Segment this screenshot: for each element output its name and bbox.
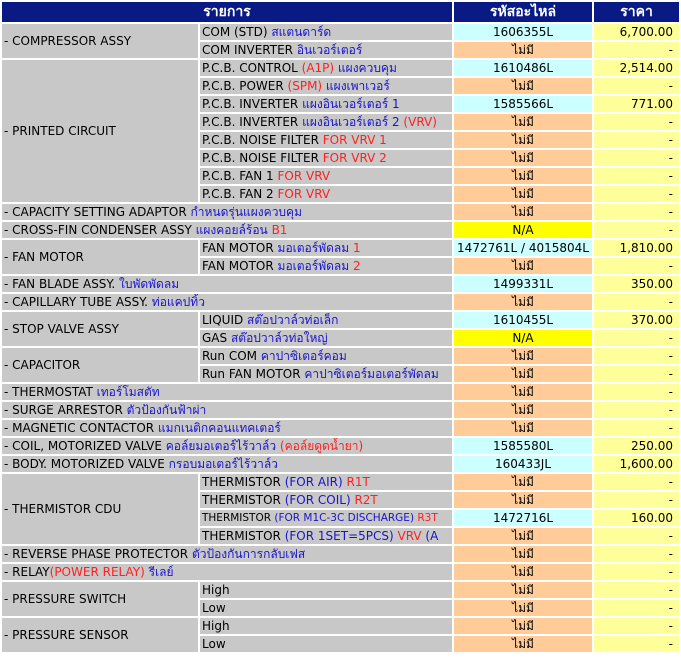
desc-a: P.C.B. FAN 1 — [202, 169, 278, 183]
price-cell: - — [594, 258, 679, 274]
part-code-cell: 1472761L / 4015804L — [454, 240, 592, 256]
part-code-cell: ไม่มี — [454, 636, 592, 652]
desc-b: (FOR M1C-3C DISCHARGE) — [274, 512, 418, 524]
desc-r: FOR VRV 2 — [322, 151, 387, 165]
table-row — [2, 204, 679, 220]
desc-a: P.C.B. INVERTER — [202, 97, 303, 111]
item-label: - THERMOSTAT — [4, 385, 97, 399]
item-name-cell — [2, 294, 452, 310]
price-cell: - — [594, 492, 679, 508]
desc-b: ตัวป้องกันการกลับเฟส — [191, 547, 306, 561]
desc-r: FOR VRV — [277, 187, 331, 201]
sub-item-cell — [200, 348, 452, 364]
desc-a: P.C.B. FAN 2 — [202, 187, 278, 201]
desc-r: B1 — [271, 223, 288, 237]
table-row — [2, 474, 679, 490]
desc-b: มอเตอร์พัดลม — [277, 259, 353, 273]
price-cell: - — [594, 294, 679, 310]
part-code-cell: ไม่มี — [454, 186, 592, 202]
desc-b: สต๊อปวาล์วท่อเล็ก — [247, 313, 339, 327]
price-cell: - — [594, 618, 679, 634]
price-cell: - — [594, 114, 679, 130]
part-code-cell: N/A — [454, 222, 592, 238]
price-cell: 370.00 — [594, 312, 679, 328]
sub-item-cell — [200, 330, 452, 346]
table-row — [2, 222, 679, 238]
table-row — [2, 60, 679, 76]
desc-b: (FOR AIR) — [284, 475, 347, 489]
price-cell: - — [594, 348, 679, 364]
part-code-cell: 1585566L — [454, 96, 592, 112]
sub-item-cell — [200, 132, 452, 148]
desc-a: P.C.B. CONTROL — [202, 61, 302, 75]
part-code-cell: ไม่มี — [454, 618, 592, 634]
item-label: - PRESSURE SENSOR — [4, 628, 129, 642]
item-name-cell — [2, 474, 198, 544]
price-cell: - — [594, 564, 679, 580]
desc-tail: (A — [421, 529, 439, 543]
sub-item-cell — [200, 258, 452, 274]
desc-b: เทอร์โมสตัท — [96, 385, 160, 399]
desc-b: สต๊อปวาล์วท่อใหญ่ — [230, 331, 328, 345]
header-price: ราคา — [594, 2, 679, 22]
part-code-cell: ไม่มี — [454, 204, 592, 220]
table-row — [2, 312, 679, 328]
desc-a: THERMISTOR — [202, 493, 285, 507]
desc-b: แผงอินเวอร์เตอร์ 2 — [302, 115, 404, 129]
desc-a: High — [202, 583, 230, 597]
price-cell: - — [594, 420, 679, 436]
header-item: รายการ — [2, 2, 452, 22]
item-name-cell — [2, 402, 452, 418]
header-code: รหัสอะไหล่ — [454, 2, 592, 22]
price-cell: - — [594, 204, 679, 220]
item-name-cell — [2, 240, 198, 274]
table-row — [2, 618, 679, 634]
desc-b: แผงควบคุม — [334, 61, 397, 75]
item-label: - CROSS-FIN CONDENSER ASSY — [4, 223, 196, 237]
price-cell: 1,810.00 — [594, 240, 679, 256]
price-cell: 6,700.00 — [594, 24, 679, 40]
price-cell: - — [594, 366, 679, 382]
part-code-cell: ไม่มี — [454, 150, 592, 166]
item-name-cell — [2, 564, 452, 580]
sub-item-cell — [200, 510, 452, 526]
desc-r: (A1P) — [301, 61, 335, 75]
price-cell: - — [594, 78, 679, 94]
table-row — [2, 564, 679, 580]
item-label: - CAPILLARY TUBE ASSY. — [4, 295, 152, 309]
price-cell: 160.00 — [594, 510, 679, 526]
item-name-cell — [2, 582, 198, 616]
desc-b: อินเวอร์เตอร์ — [296, 43, 363, 57]
part-code-cell: ไม่มี — [454, 168, 592, 184]
desc-r: (VRV) — [403, 115, 437, 129]
item-label: - CAPACITOR — [4, 358, 81, 372]
item-label: - RELAY — [4, 565, 50, 579]
price-cell: - — [594, 582, 679, 598]
part-code-cell: ไม่มี — [454, 78, 592, 94]
item-label: - COMPRESSOR ASSY — [4, 34, 132, 48]
part-code-cell: 1472716L — [454, 510, 592, 526]
part-code-cell: ไม่มี — [454, 420, 592, 436]
part-code-cell: ไม่มี — [454, 600, 592, 616]
price-cell: - — [594, 546, 679, 562]
price-cell: - — [594, 150, 679, 166]
part-code-cell: ไม่มี — [454, 402, 592, 418]
part-code-cell: ไม่มี — [454, 546, 592, 562]
item-name-cell — [2, 384, 452, 400]
sub-item-cell — [200, 474, 452, 490]
desc-b: คาปาซิเตอร์มอเตอร์พัดลม — [304, 367, 439, 381]
price-cell: - — [594, 222, 679, 238]
price-cell: 771.00 — [594, 96, 679, 112]
desc-r: 1 — [352, 241, 361, 255]
price-cell: - — [594, 132, 679, 148]
desc-b: ตัวป้องกันฟ้าผ่า — [126, 403, 207, 417]
item-label: - THERMISTOR CDU — [4, 502, 122, 516]
sub-item-cell — [200, 168, 452, 184]
price-cell: - — [594, 186, 679, 202]
table-row — [2, 402, 679, 418]
desc-b: (FOR COIL) — [284, 493, 355, 507]
price-cell: 350.00 — [594, 276, 679, 292]
item-name-cell — [2, 348, 198, 382]
desc-r: (คอล์ยดูดน้ำยา) — [279, 439, 364, 453]
desc-r: 2 — [352, 259, 361, 273]
part-code-cell: ไม่มี — [454, 294, 592, 310]
desc-b: คาปาซิเตอร์คอม — [260, 349, 347, 363]
sub-item-cell — [200, 528, 452, 544]
price-cell: - — [594, 600, 679, 616]
desc-a: Low — [202, 601, 226, 615]
table-row — [2, 348, 679, 364]
item-label: - PRESSURE SWITCH — [4, 592, 127, 606]
desc-a: Run COM — [202, 349, 261, 363]
price-cell: 1,600.00 — [594, 456, 679, 472]
sub-item-cell — [200, 150, 452, 166]
price-cell: - — [594, 636, 679, 652]
item-name-cell — [2, 438, 452, 454]
item-name-cell — [2, 60, 198, 202]
desc-a: High — [202, 619, 230, 633]
desc-a: THERMISTOR — [202, 529, 285, 543]
part-code-cell: 1499331L — [454, 276, 592, 292]
desc-b: (FOR 1SET=5PCS) — [284, 529, 398, 543]
sub-item-cell — [200, 42, 452, 58]
desc-b: กำหนดรุ่นแผงควบคุม — [190, 205, 302, 219]
sub-item-cell — [200, 186, 452, 202]
table-row — [2, 384, 679, 400]
sub-item-cell — [200, 240, 452, 256]
item-label: - REVERSE PHASE PROTECTOR — [4, 547, 192, 561]
desc-a: Low — [202, 637, 226, 651]
desc-a: P.C.B. NOISE FILTER — [202, 133, 323, 147]
part-code-cell: ไม่มี — [454, 528, 592, 544]
part-code-cell: 160433JL — [454, 456, 592, 472]
price-cell: 2,514.00 — [594, 60, 679, 76]
table-row — [2, 24, 679, 40]
desc-a: THERMISTOR — [202, 512, 275, 524]
sub-item-cell — [200, 618, 452, 634]
item-name-cell — [2, 312, 198, 346]
item-name-cell — [2, 204, 452, 220]
desc-a: Run FAN MOTOR — [202, 367, 305, 381]
desc-b: แผงเพาเวอร์ — [322, 79, 390, 93]
item-label: - FAN BLADE ASSY. — [4, 277, 119, 291]
desc-b: แผงอินเวอร์เตอร์ 1 — [302, 97, 400, 111]
item-name-cell — [2, 222, 452, 238]
sub-item-cell — [200, 636, 452, 652]
table-body — [2, 24, 679, 652]
part-code-cell: ไม่มี — [454, 348, 592, 364]
desc-r: R2T — [354, 493, 378, 507]
item-label: - SURGE ARRESTOR — [4, 403, 127, 417]
part-code-cell: ไม่มี — [454, 366, 592, 382]
price-cell: - — [594, 168, 679, 184]
price-cell: - — [594, 330, 679, 346]
table-row — [2, 546, 679, 562]
desc-b: มอเตอร์พัดลม — [277, 241, 353, 255]
price-cell: - — [594, 402, 679, 418]
part-code-cell: 1610486L — [454, 60, 592, 76]
sub-item-cell — [200, 114, 452, 130]
part-code-cell: ไม่มี — [454, 582, 592, 598]
part-code-cell: 1610455L — [454, 312, 592, 328]
item-name-cell — [2, 456, 452, 472]
item-label: - MAGNETIC CONTACTOR — [4, 421, 158, 435]
desc-r: FOR VRV — [277, 169, 331, 183]
desc-a: FAN MOTOR — [202, 241, 278, 255]
desc-r: (POWER RELAY) — [49, 565, 149, 579]
item-label: - PRINTED CIRCUIT — [4, 124, 116, 138]
sub-item-cell — [200, 582, 452, 598]
sub-item-cell — [200, 78, 452, 94]
desc-a: COM (STD) — [202, 25, 272, 39]
sub-item-cell — [200, 600, 452, 616]
table-row — [2, 582, 679, 598]
part-code-cell: ไม่มี — [454, 474, 592, 490]
part-code-cell: N/A — [454, 330, 592, 346]
desc-a: GAS — [202, 331, 231, 345]
desc-r: VRV — [397, 529, 422, 543]
part-code-cell: ไม่มี — [454, 564, 592, 580]
desc-r: FOR VRV 1 — [322, 133, 387, 147]
price-cell: - — [594, 42, 679, 58]
desc-a: COM INVERTER — [202, 43, 297, 57]
part-code-cell: ไม่มี — [454, 258, 592, 274]
table-row — [2, 438, 679, 454]
desc-b: สแตนดาร์ด — [271, 25, 332, 39]
part-code-cell: ไม่มี — [454, 492, 592, 508]
table-row — [2, 456, 679, 472]
part-code-cell: ไม่มี — [454, 42, 592, 58]
desc-b: แมกเนติกคอนแทคเตอร์ — [157, 421, 281, 435]
desc-r: (SPM) — [287, 79, 323, 93]
item-label: - STOP VALVE ASSY — [4, 322, 119, 336]
price-cell: - — [594, 528, 679, 544]
desc-b: แผงคอยล์ร้อน — [195, 223, 272, 237]
header-row — [2, 2, 679, 22]
item-name-cell — [2, 276, 452, 292]
desc-r: R3T — [417, 512, 438, 524]
desc-b: คอล์ยมอเตอร์ไร้วาล์ว — [165, 439, 280, 453]
price-cell: - — [594, 384, 679, 400]
part-code-cell: 1606355L — [454, 24, 592, 40]
desc-b: กรอบมอเตอร์ไร้วาล์ว — [168, 457, 278, 471]
desc-a: THERMISTOR — [202, 475, 285, 489]
desc-a: P.C.B. NOISE FILTER — [202, 151, 323, 165]
item-name-cell — [2, 618, 198, 652]
sub-item-cell — [200, 96, 452, 112]
part-code-cell: ไม่มี — [454, 132, 592, 148]
part-code-cell: ไม่มี — [454, 384, 592, 400]
desc-a: LIQUID — [202, 313, 248, 327]
desc-b: รีเลย์ — [148, 565, 174, 579]
desc-a: P.C.B. INVERTER — [202, 115, 303, 129]
item-label: - FAN MOTOR — [4, 250, 84, 264]
desc-r: R1T — [346, 475, 370, 489]
desc-b: ใบพัดพัดลม — [118, 277, 180, 291]
table-row — [2, 294, 679, 310]
desc-b: ท่อแคปทิ้ว — [151, 295, 205, 309]
sub-item-cell — [200, 366, 452, 382]
sub-item-cell — [200, 492, 452, 508]
desc-a: P.C.B. POWER — [202, 79, 288, 93]
item-name-cell — [2, 546, 452, 562]
table-row — [2, 240, 679, 256]
item-label: - BODY. MOTORIZED VALVE — [4, 457, 169, 471]
item-name-cell — [2, 420, 452, 436]
item-name-cell — [2, 24, 198, 58]
sub-item-cell — [200, 312, 452, 328]
desc-a: FAN MOTOR — [202, 259, 278, 273]
price-cell: - — [594, 474, 679, 490]
item-label: - CAPACITY SETTING ADAPTOR — [4, 205, 191, 219]
table-row — [2, 420, 679, 436]
price-cell: 250.00 — [594, 438, 679, 454]
sub-item-cell — [200, 60, 452, 76]
part-code-cell: 1585580L — [454, 438, 592, 454]
sub-item-cell — [200, 24, 452, 40]
item-label: - COIL, MOTORIZED VALVE — [4, 439, 166, 453]
part-code-cell: ไม่มี — [454, 114, 592, 130]
table-row — [2, 276, 679, 292]
